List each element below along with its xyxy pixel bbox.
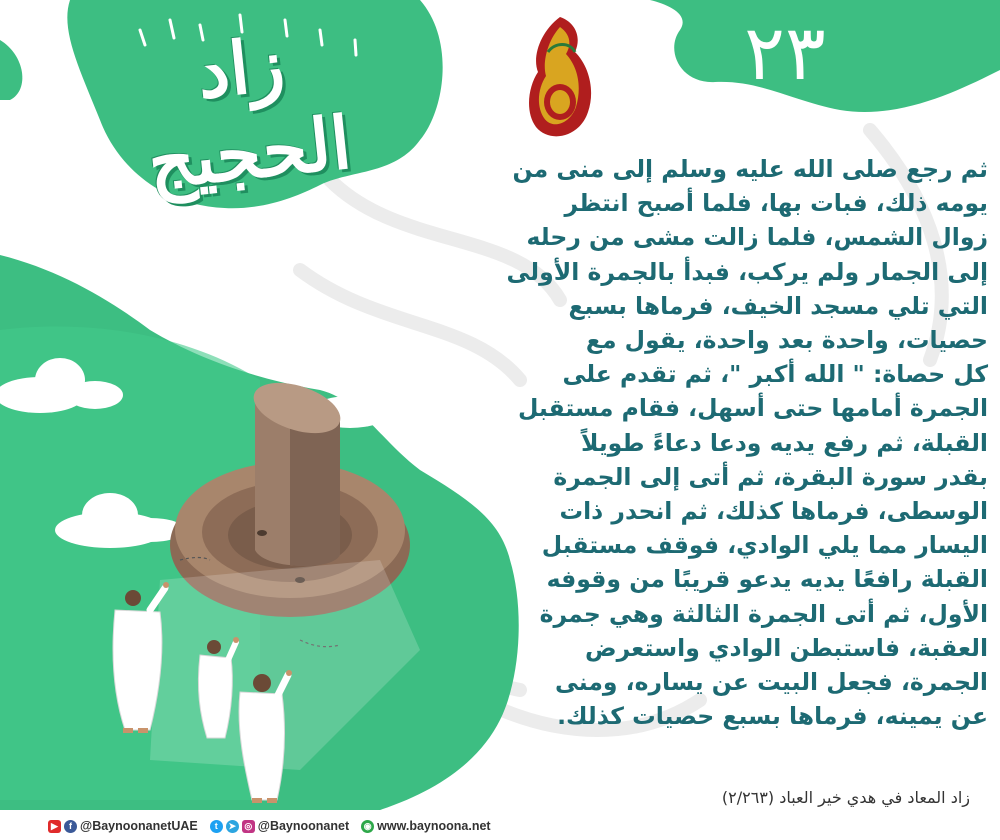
hadith-text	[506, 152, 988, 733]
text-line: يومه ذلك، فبات بها، فلما أصبح انتظر	[564, 189, 988, 218]
text-line: كل حصاة: " الله أكبر "، ثم تقدم على	[562, 360, 988, 389]
text-line: الجمرة، فجعل البيت عن يساره، ومنى	[554, 668, 988, 697]
instagram-icon[interactable]: ◎	[242, 820, 255, 833]
text-line: ثم رجع صلى الله عليه وسلم إلى منى من	[512, 155, 988, 183]
text-line: القبلة، ثم رفع يديه ودعا دعاءً طويلاً	[581, 428, 988, 457]
text-line: زوال الشمس، فلما زالت مشى من رحله	[526, 223, 988, 252]
text-line: بقدر سورة البقرة، ثم أتى إلى الجمرة	[553, 462, 988, 491]
telegram-icon[interactable]: ➤	[226, 820, 239, 833]
page-number: ٢٣	[744, 8, 826, 97]
youtube-icon[interactable]: ▶	[48, 820, 61, 833]
twitter-icon[interactable]: t	[210, 820, 223, 833]
text-line: التي تلي مسجد الخيف، فرماها بسبع	[568, 291, 988, 320]
social-handle[interactable]: @Baynoonanet	[257, 819, 350, 833]
social-footer	[48, 816, 503, 836]
website-link[interactable]: www.baynoona.net	[377, 819, 491, 833]
web-icon: ◉	[361, 820, 374, 833]
social-handle-uae[interactable]: @BaynoonanetUAE	[80, 819, 198, 833]
text-line: الوسطى، فرماها كذلك، ثم انحدر ذات	[559, 497, 988, 526]
text-line: اليسار مما يلي الوادي، فوقف مستقبل	[541, 531, 988, 560]
source-citation: زاد المعاد في هدي خير العباد (٢/٢٦٣)	[721, 788, 970, 807]
text-line: العقبة، فاستبطن الوادي واستعرض	[584, 633, 988, 662]
text-line: القبلة رافعًا يديه يدعو قريبًا من وقوفه	[546, 565, 988, 594]
left-edge-green-blob	[0, 40, 22, 100]
text-line: حصيات، واحدة بعد واحدة، يقول مع	[585, 326, 988, 355]
text-line: عن يمينه، فرماها بسبع حصيات كذلك.	[557, 702, 988, 731]
facebook-icon[interactable]: f	[64, 820, 77, 833]
page-title: زاد الحجيج	[143, 20, 355, 206]
baynoona-logo	[520, 12, 600, 147]
text-line: الأول، ثم أتى الجمرة الثالثة وهي جمرة	[539, 599, 988, 628]
text-line: الجمرة أمامها حتى أسهل، فقام مستقبل	[517, 394, 988, 423]
text-line: إلى الجمار ولم يركب، فبدأ بالجمرة الأولى	[506, 257, 988, 286]
